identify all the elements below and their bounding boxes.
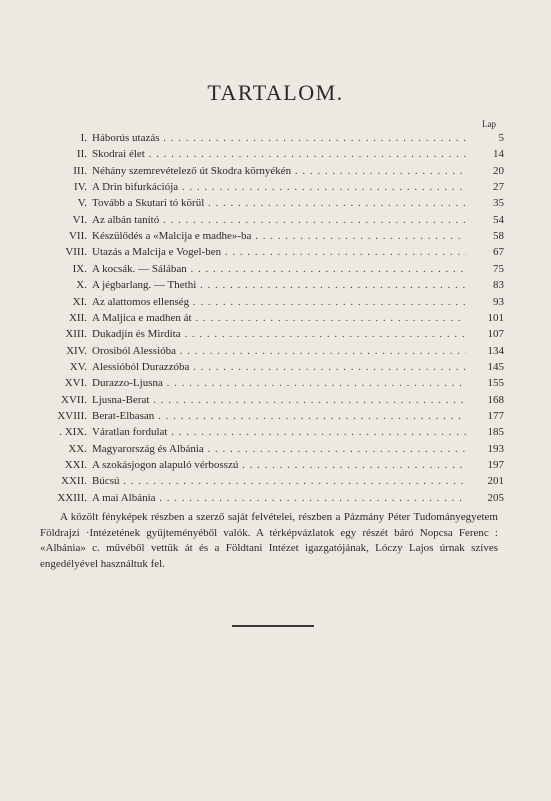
toc-chapter-number: XVIII. xyxy=(57,409,87,422)
toc-chapter-title: A kocsák. — Sálában . . . xyxy=(92,261,466,278)
toc-entry xyxy=(0,130,551,147)
toc-chapter-title: Tovább a Skutari tó körül . . . xyxy=(92,195,466,212)
toc-page-number: 58 xyxy=(493,230,504,243)
toc-entry xyxy=(0,228,551,245)
toc-chapter-title: Skodrai élet . . . xyxy=(92,146,466,163)
toc-entry xyxy=(0,424,551,441)
toc-entry xyxy=(0,343,551,360)
toc-chapter-number: X. xyxy=(76,279,87,292)
toc-page-number: 54 xyxy=(493,213,504,226)
toc-entry xyxy=(0,277,551,294)
toc-chapter-number: XXI. xyxy=(64,459,87,471)
toc-entry xyxy=(0,473,551,490)
toc-chapter-number: XV. xyxy=(69,360,87,373)
toc-entry xyxy=(0,244,551,261)
toc-page-number: 168 xyxy=(487,393,504,406)
toc-chapter-number: . XIX. xyxy=(59,426,87,439)
toc-chapter-number: VIII. xyxy=(65,246,87,259)
toc-page-number: 27 xyxy=(493,181,504,194)
toc-page-number: 75 xyxy=(493,262,504,275)
toc-page-number: 35 xyxy=(493,197,504,210)
toc-chapter-number: XII. xyxy=(68,311,87,324)
closing-rule xyxy=(232,625,314,627)
toc-page-number: 83 xyxy=(493,279,504,292)
toc-chapter-title: A mai Albánia . . . xyxy=(92,490,466,507)
toc-page-number: 20 xyxy=(493,164,504,177)
toc-entry xyxy=(0,195,551,212)
toc-chapter-number: V. xyxy=(77,197,87,210)
toc-entry xyxy=(0,490,551,507)
toc-chapter-number: XIV. xyxy=(66,344,87,357)
toc-chapter-number: I. xyxy=(80,132,87,144)
toc-page-number: 205 xyxy=(487,491,504,504)
toc-entry xyxy=(0,179,551,196)
page-column-label: Lap xyxy=(482,119,496,129)
toc-chapter-title: Utazás a Malcija e Vogel-ben . . . xyxy=(92,244,466,261)
toc-entry xyxy=(0,375,551,392)
toc-chapter-title: Dukadjin és Mirdita . . . xyxy=(92,326,466,343)
toc-entry xyxy=(0,310,551,327)
toc-chapter-title: Orosiból Alessióba . . . xyxy=(92,343,466,360)
toc-chapter-number: IX. xyxy=(72,262,87,275)
toc-chapter-title: Alessióból Durazzóba . . . xyxy=(92,359,466,376)
toc-entry xyxy=(0,146,551,163)
toc-chapter-number: III. xyxy=(73,164,87,177)
toc-page-number: 67 xyxy=(493,246,504,259)
toc-chapter-title: Durazzo-Ljusna . . . xyxy=(92,375,466,392)
toc-page-number: 201 xyxy=(487,475,504,488)
toc-chapter-number: XIII. xyxy=(65,328,87,341)
toc-chapter-title: Váratlan fordulat . . . xyxy=(92,424,466,441)
toc-page-number: 107 xyxy=(487,328,504,341)
toc-chapter-number: XVI. xyxy=(64,377,87,390)
toc-chapter-number: XI. xyxy=(72,295,87,308)
toc-entry xyxy=(0,441,551,458)
toc-chapter-title: Búcsú . . . xyxy=(92,473,466,490)
toc-entry xyxy=(0,326,551,343)
toc-chapter-number: IV. xyxy=(74,181,87,194)
toc-entry xyxy=(0,408,551,425)
toc-chapter-title: Az albán tanító . . . xyxy=(92,212,466,229)
page-title: TARTALOM. xyxy=(207,80,344,105)
toc-entry xyxy=(0,212,551,229)
photo-credits-note: A közölt fényképek részben a szerző saját felvételei, részben a Pázmány Péter Tudományegyetem Földrajzi ·Intézetének gyüjteményéből valók. A térképvázlatok egy részét báró Nopcsa Ferenc : «Albánia» c. művéből vettük át és a Földtani Intézet igazgatójának, Lóczy Lajos úrnak szíves engedélyével használtuk fel. xyxy=(40,511,498,570)
toc-page-number: 5 xyxy=(498,132,504,144)
toc-entry xyxy=(0,392,551,409)
toc-chapter-title: Ljusna-Berat . . . xyxy=(92,392,466,409)
toc-page-number: 134 xyxy=(487,344,504,357)
toc-chapter-title: Az alattomos ellenség . . . xyxy=(92,294,466,311)
toc-chapter-title: A Maljica e madhen át . . . xyxy=(92,310,466,327)
toc-chapter-number: VI. xyxy=(72,213,87,226)
toc-page-number: 155 xyxy=(487,377,504,390)
toc-chapter-number: XVII. xyxy=(61,393,87,406)
toc-chapter-title: Háborús utazás . . . xyxy=(92,130,466,147)
toc-chapter-title: A szokásjogon alapuló vérbosszú . . . xyxy=(92,457,466,474)
toc-page-number: 145 xyxy=(487,360,504,373)
toc-entry xyxy=(0,294,551,311)
toc-chapter-number: XXIII. xyxy=(57,491,87,504)
toc-page-number: 14 xyxy=(493,148,504,161)
toc-page-number: 93 xyxy=(493,295,504,308)
toc-page-number: 197 xyxy=(487,459,504,471)
toc-entry xyxy=(0,457,551,474)
toc-page-number: 185 xyxy=(487,426,504,439)
toc-chapter-title: Berat-Elbasan . . . xyxy=(92,408,466,425)
toc-chapter-number: XX. xyxy=(68,442,87,455)
toc-chapter-title: A jégbarlang. — Thethi . . . xyxy=(92,277,466,294)
toc-entry xyxy=(0,359,551,376)
toc-chapter-title: Néhány szemrevételező út Skodra környékén . . . xyxy=(92,163,466,180)
toc-chapter-number: VII. xyxy=(68,230,87,243)
toc-page-number: 193 xyxy=(487,442,504,455)
toc-chapter-number: II. xyxy=(76,148,87,161)
toc-chapter-title: Magyarország és Albánia . . . xyxy=(92,441,466,458)
toc-chapter-title: A Drin bifurkációja . . . xyxy=(92,179,466,196)
toc-chapter-number: XXII. xyxy=(61,475,87,488)
toc-page-number: 177 xyxy=(487,409,504,422)
toc-entry xyxy=(0,261,551,278)
toc-chapter-title: Készülődés a «Malcija e madhe»-ba . . . xyxy=(92,228,466,245)
toc-entry xyxy=(0,163,551,180)
toc-page-number: 101 xyxy=(487,311,504,324)
